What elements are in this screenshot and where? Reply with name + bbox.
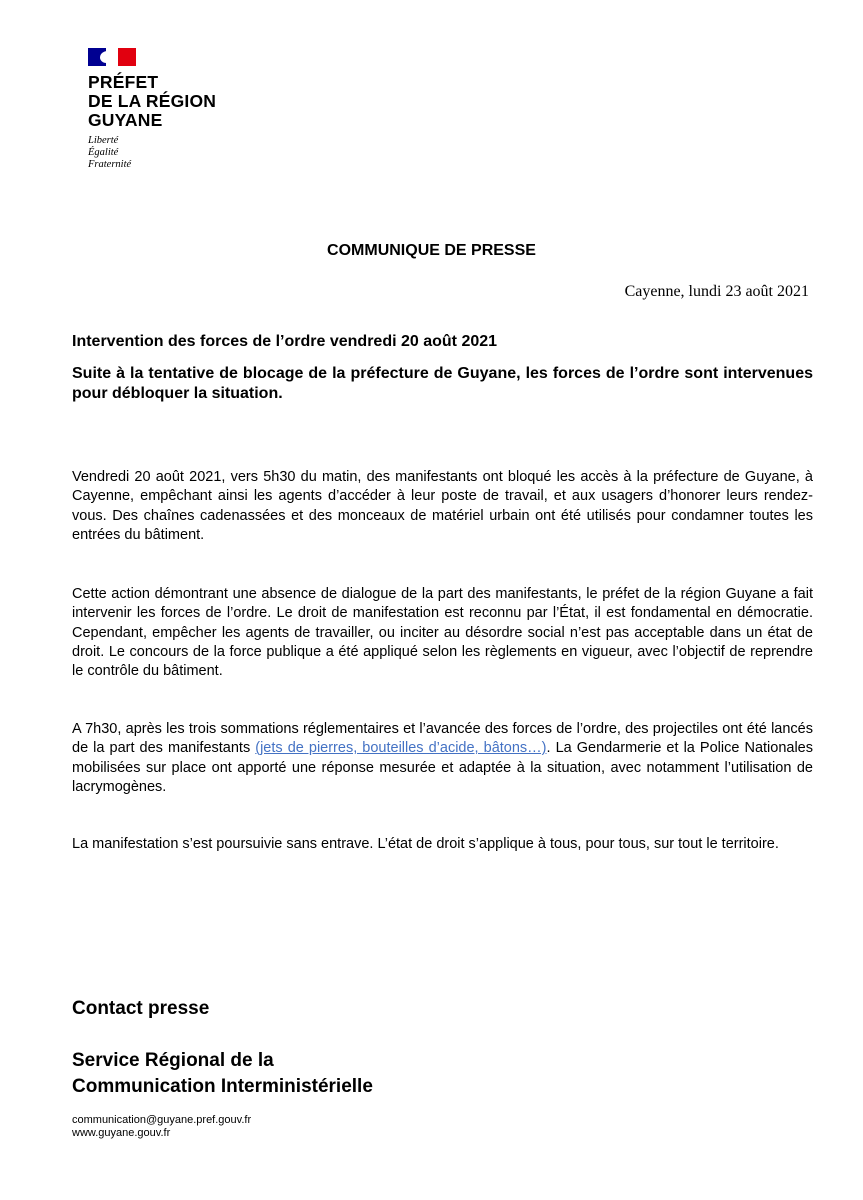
paragraph-3-start: A 7h30, après les trois sommations réglementaires et l’avancée des forces de l’ordre, des projectiles ont été lancés de la part des manifestants: [72, 721, 813, 757]
document-title: COMMUNIQUE DE PRESSE: [327, 242, 536, 259]
prefecture-logo: [88, 48, 248, 171]
service-line-1: Service Régional de la: [72, 1050, 274, 1071]
paragraph-4: La manifestation s’est poursuivie sans entrave. L’état de droit s’applique à tous, pour tous, sur tout le territoire.: [72, 836, 779, 852]
paragraph-1: Vendredi 20 août 2021, vers 5h30 du matin, des manifestants ont bloqué les accès à la préfecture de Guyane, à Cayenne, empêchant ainsi les agents d’accéder à leur poste de travail, et aux usagers d’honorer leurs rendez-vous. Des chaînes cadenassées et des monceaux de matériel urbain ont été utilisés pour condamner toutes les entrées du bâtiment.: [72, 469, 813, 543]
motto-egalite: Égalité: [88, 147, 119, 158]
projectiles-link[interactable]: (jets de pierres, bouteilles d’acide, bâtons…): [255, 740, 547, 757]
logo-line-region: DE LA RÉGION: [88, 91, 217, 111]
motto-fraternite: Fraternité: [88, 159, 132, 170]
service-line-2: Communication Interministérielle: [72, 1076, 373, 1097]
logo-line-prefet: PRÉFET: [88, 72, 159, 92]
logo-line-guyane: GUYANE: [88, 110, 163, 130]
service-name: [72, 1048, 373, 1100]
paragraph-2: Cette action démontrant une absence de dialogue de la part des manifestants, le préfet de la région Guyane a fait intervenir les forces de l’ordre. Le droit de manifestation est reconnu par l’État, il est fondamental en démocratie. Cependant, empêcher les agents de travailler, ou inciter au désordre social n’est pas acceptable dans un état de droit. Le concours de la force publique a été appliqué selon les règlements en vigueur, avec l’objectif de reprendre le contrôle du bâtiment.: [72, 586, 813, 680]
republic-motto: [88, 135, 248, 171]
contact-details: [72, 1114, 251, 1140]
release-heading: Intervention des forces de l’ordre vendredi 20 août 2021: [72, 333, 498, 350]
paragraph-3: [72, 720, 813, 797]
contact-website[interactable]: www.guyane.gouv.fr: [72, 1127, 171, 1139]
release-lead: Suite à la tentative de blocage de la préfecture de Guyane, les forces de l’ordre sont intervenues pour débloquer la situation.: [72, 365, 813, 402]
motto-liberte: Liberté: [88, 135, 119, 146]
paragraph-3-end: . La Gendarmerie et la Police Nationales mobilisées sur place ont apporté une réponse mesurée et adaptée à la situation, avec notamment l’utilisation de lacrymogènes.: [72, 740, 813, 795]
contact-email[interactable]: communication@guyane.pref.gouv.fr: [72, 1114, 252, 1126]
dateline: Cayenne, lundi 23 août 2021: [624, 283, 809, 300]
contact-title: Contact presse: [72, 998, 210, 1019]
marianne-flag-icon: [88, 48, 136, 66]
